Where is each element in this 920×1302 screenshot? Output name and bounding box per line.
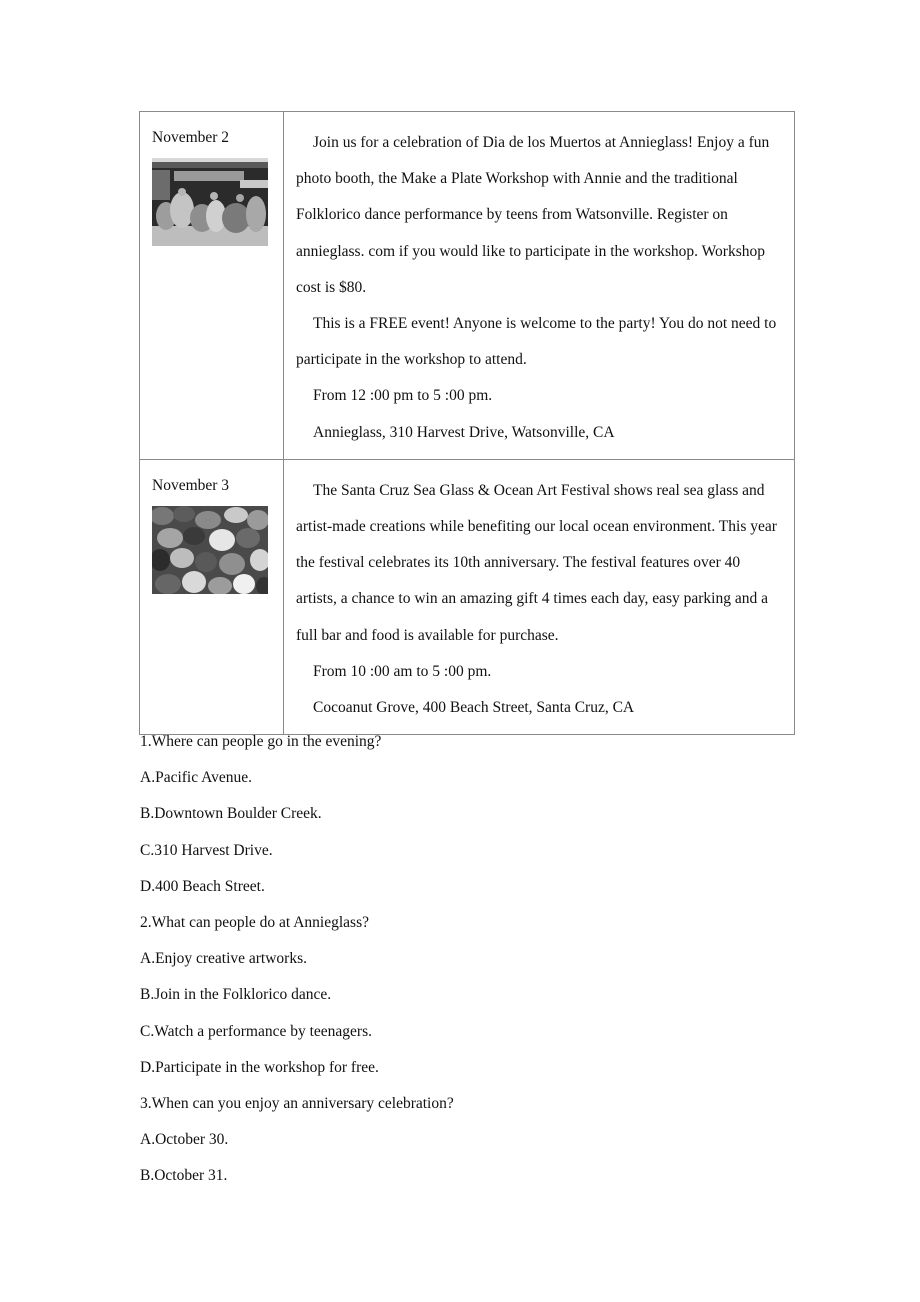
question-2: 2.What can people do at Annieglass? — [140, 914, 369, 932]
question-1: 1.Where can people go in the evening? — [140, 733, 382, 750]
option-2b: B.Join in the Folklorico dance. — [140, 986, 332, 1004]
event-date: November 2 — [152, 129, 230, 146]
option-1d: D.400 Beach Street. — [140, 877, 265, 895]
option-3a: A.October 30. — [140, 1131, 229, 1149]
event-description — [284, 460, 794, 734]
event-location: Annieglass, 310 Harvest Drive, Watsonville, CA — [313, 423, 615, 441]
event-time: From 10 :00 am to 5 :00 pm. — [313, 662, 492, 680]
sea-glass-photo — [152, 506, 268, 594]
dancers-photo — [152, 158, 268, 246]
option-1c: C.310 Harvest Drive. — [140, 841, 273, 859]
option-1b: B.Downtown Boulder Creek. — [140, 805, 322, 823]
event-row-november-2 — [140, 112, 795, 460]
option-3b: B.October 31. — [140, 1167, 228, 1185]
event-description-cell — [284, 459, 795, 734]
option-2a: A.Enjoy creative artworks. — [140, 950, 307, 968]
event-paragraph: The Santa Cruz Sea Glass & Ocean Art Festival shows real sea glass and artist-made creations while benefiting our local ocean environment. This year the festival celebrates its 10th anniversary. The festival features over 40 artists, a chance to win an amazing gift 4 times each day, easy parking and a full bar and food is available for purchase. — [296, 481, 777, 644]
event-paragraph: Join us for a celebration of Dia de los Muertos at Annieglass! Enjoy a fun photo booth, the Make a Plate Workshop with Annie and the traditional Folklorico dance performance by teens from Watsonville. Register on annieglass. com if you would like to participate in the workshop. Workshop cost is $80. — [296, 134, 770, 296]
event-date-cell — [140, 459, 284, 734]
event-location: Cocoanut Grove, 400 Beach Street, Santa Cruz, CA — [313, 699, 635, 717]
event-time: From 12 :00 pm to 5 :00 pm. — [313, 387, 493, 405]
event-description — [284, 112, 794, 459]
event-description-cell — [284, 112, 795, 460]
question-3: 3.When can you enjoy an anniversary celebration? — [140, 1095, 454, 1113]
events-table — [139, 111, 795, 735]
option-2c: C.Watch a performance by teenagers. — [140, 1022, 373, 1040]
event-paragraph: This is a FREE event! Anyone is welcome to the party! You do not need to participate in the workshop to attend. — [296, 315, 777, 369]
event-row-november-3 — [140, 459, 795, 734]
event-date-cell — [140, 112, 284, 460]
question-list — [140, 724, 800, 1195]
event-date: November 3 — [152, 476, 230, 494]
option-2d: D.Participate in the workshop for free. — [140, 1058, 379, 1076]
option-1a: A.Pacific Avenue. — [140, 769, 253, 787]
